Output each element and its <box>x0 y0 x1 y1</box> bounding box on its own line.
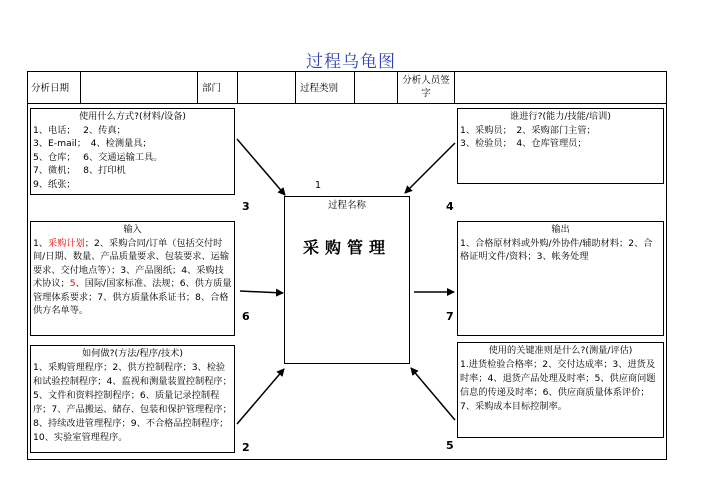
how-title: 如何做?(方法/程序/技术) <box>82 348 183 359</box>
with-who-line: 1、采购员； 2、采购部门主管； <box>460 124 596 136</box>
output-title: 输出 <box>551 224 570 235</box>
arrow-number-3: 3 <box>242 200 250 213</box>
input-highlight: 5 <box>69 278 76 289</box>
output-text: 1、合格原材料或外购/外协件/辅助材料；2、合格证明文件/资料；3、帐务处理 <box>460 237 653 262</box>
process-name-label: 过程名称 <box>327 200 366 211</box>
arrow-with-who <box>405 143 455 193</box>
with-what-line: 9、纸张； <box>33 178 76 190</box>
analysis-date-label: 分析日期 <box>27 71 81 104</box>
arrow-number-4: 4 <box>446 200 454 213</box>
with-what-line: 5、仓库； 6、交通运输工具。 <box>33 151 163 163</box>
process-category-label: 过程类别 <box>296 71 355 104</box>
arrow-number-7: 7 <box>446 310 454 323</box>
input-text: 1、采购计划；2、采购合同/订单（包括交付时间/日期、数量、产品质量要求、包装要求、运输要求、交付地点等）；3、产品图纸；4、采购技术协议；5、国际/国家标准、法规；6、供方质量管理体系要求；7、供方质量体系证书；8、合格供方名单等。 <box>33 237 232 316</box>
criteria-text: 1.进货检验合格率；2、交付达成率；3、进货及时率；4、退货产品处理及时率；5、供应商问题信息的传递及时率；6、供应商质量体系评价；7、采购成本目标控制率。 <box>460 358 656 412</box>
arrow-number-2: 2 <box>242 441 250 454</box>
arrow-criteria <box>411 368 455 420</box>
with-who-line: 3、检验员； 4、仓库管理员； <box>460 138 587 149</box>
department-label: 部门 <box>198 71 238 104</box>
with-what-line: 7、微机； 8、打印机 <box>33 165 126 176</box>
process-number: 1 <box>315 180 322 191</box>
input-title: 输入 <box>123 224 142 235</box>
page-title: 过程乌龟图 <box>306 52 396 72</box>
how-text: 1、采购管理程序；2、供方控制程序；3、检验和试验控制程序；4、监视和测量装置控制程序；5、文件和资料控制程序；6、质量记录控制程序；7、产品搬运、储存、包装和保护管理程序；8、持续改进管理程序；9、不合格品控制程序；10、实验室管理程序。 <box>33 361 232 443</box>
with-what-line: 1、电话； 2、传真； <box>33 124 126 136</box>
criteria-title: 使用的关键准则是什么?(测量/评估) <box>488 345 633 356</box>
analyst-signature-label: 分析人员签字 <box>398 71 455 104</box>
arrow-number-6: 6 <box>242 310 250 323</box>
arrow-number-5: 5 <box>446 439 454 452</box>
with-what-title: 使用什么方式?(材料/设备) <box>78 111 186 122</box>
arrow-how <box>237 369 284 424</box>
input-highlight: 采购计划 <box>48 237 85 249</box>
with-who-title: 谁进行?(能力/技能/培训) <box>510 111 611 122</box>
arrow-input <box>240 291 283 293</box>
with-what-line: 3、E-mail； 4、检测量具； <box>33 138 152 149</box>
process-name: 采购管理 <box>302 238 391 257</box>
arrow-with-what <box>237 139 285 195</box>
